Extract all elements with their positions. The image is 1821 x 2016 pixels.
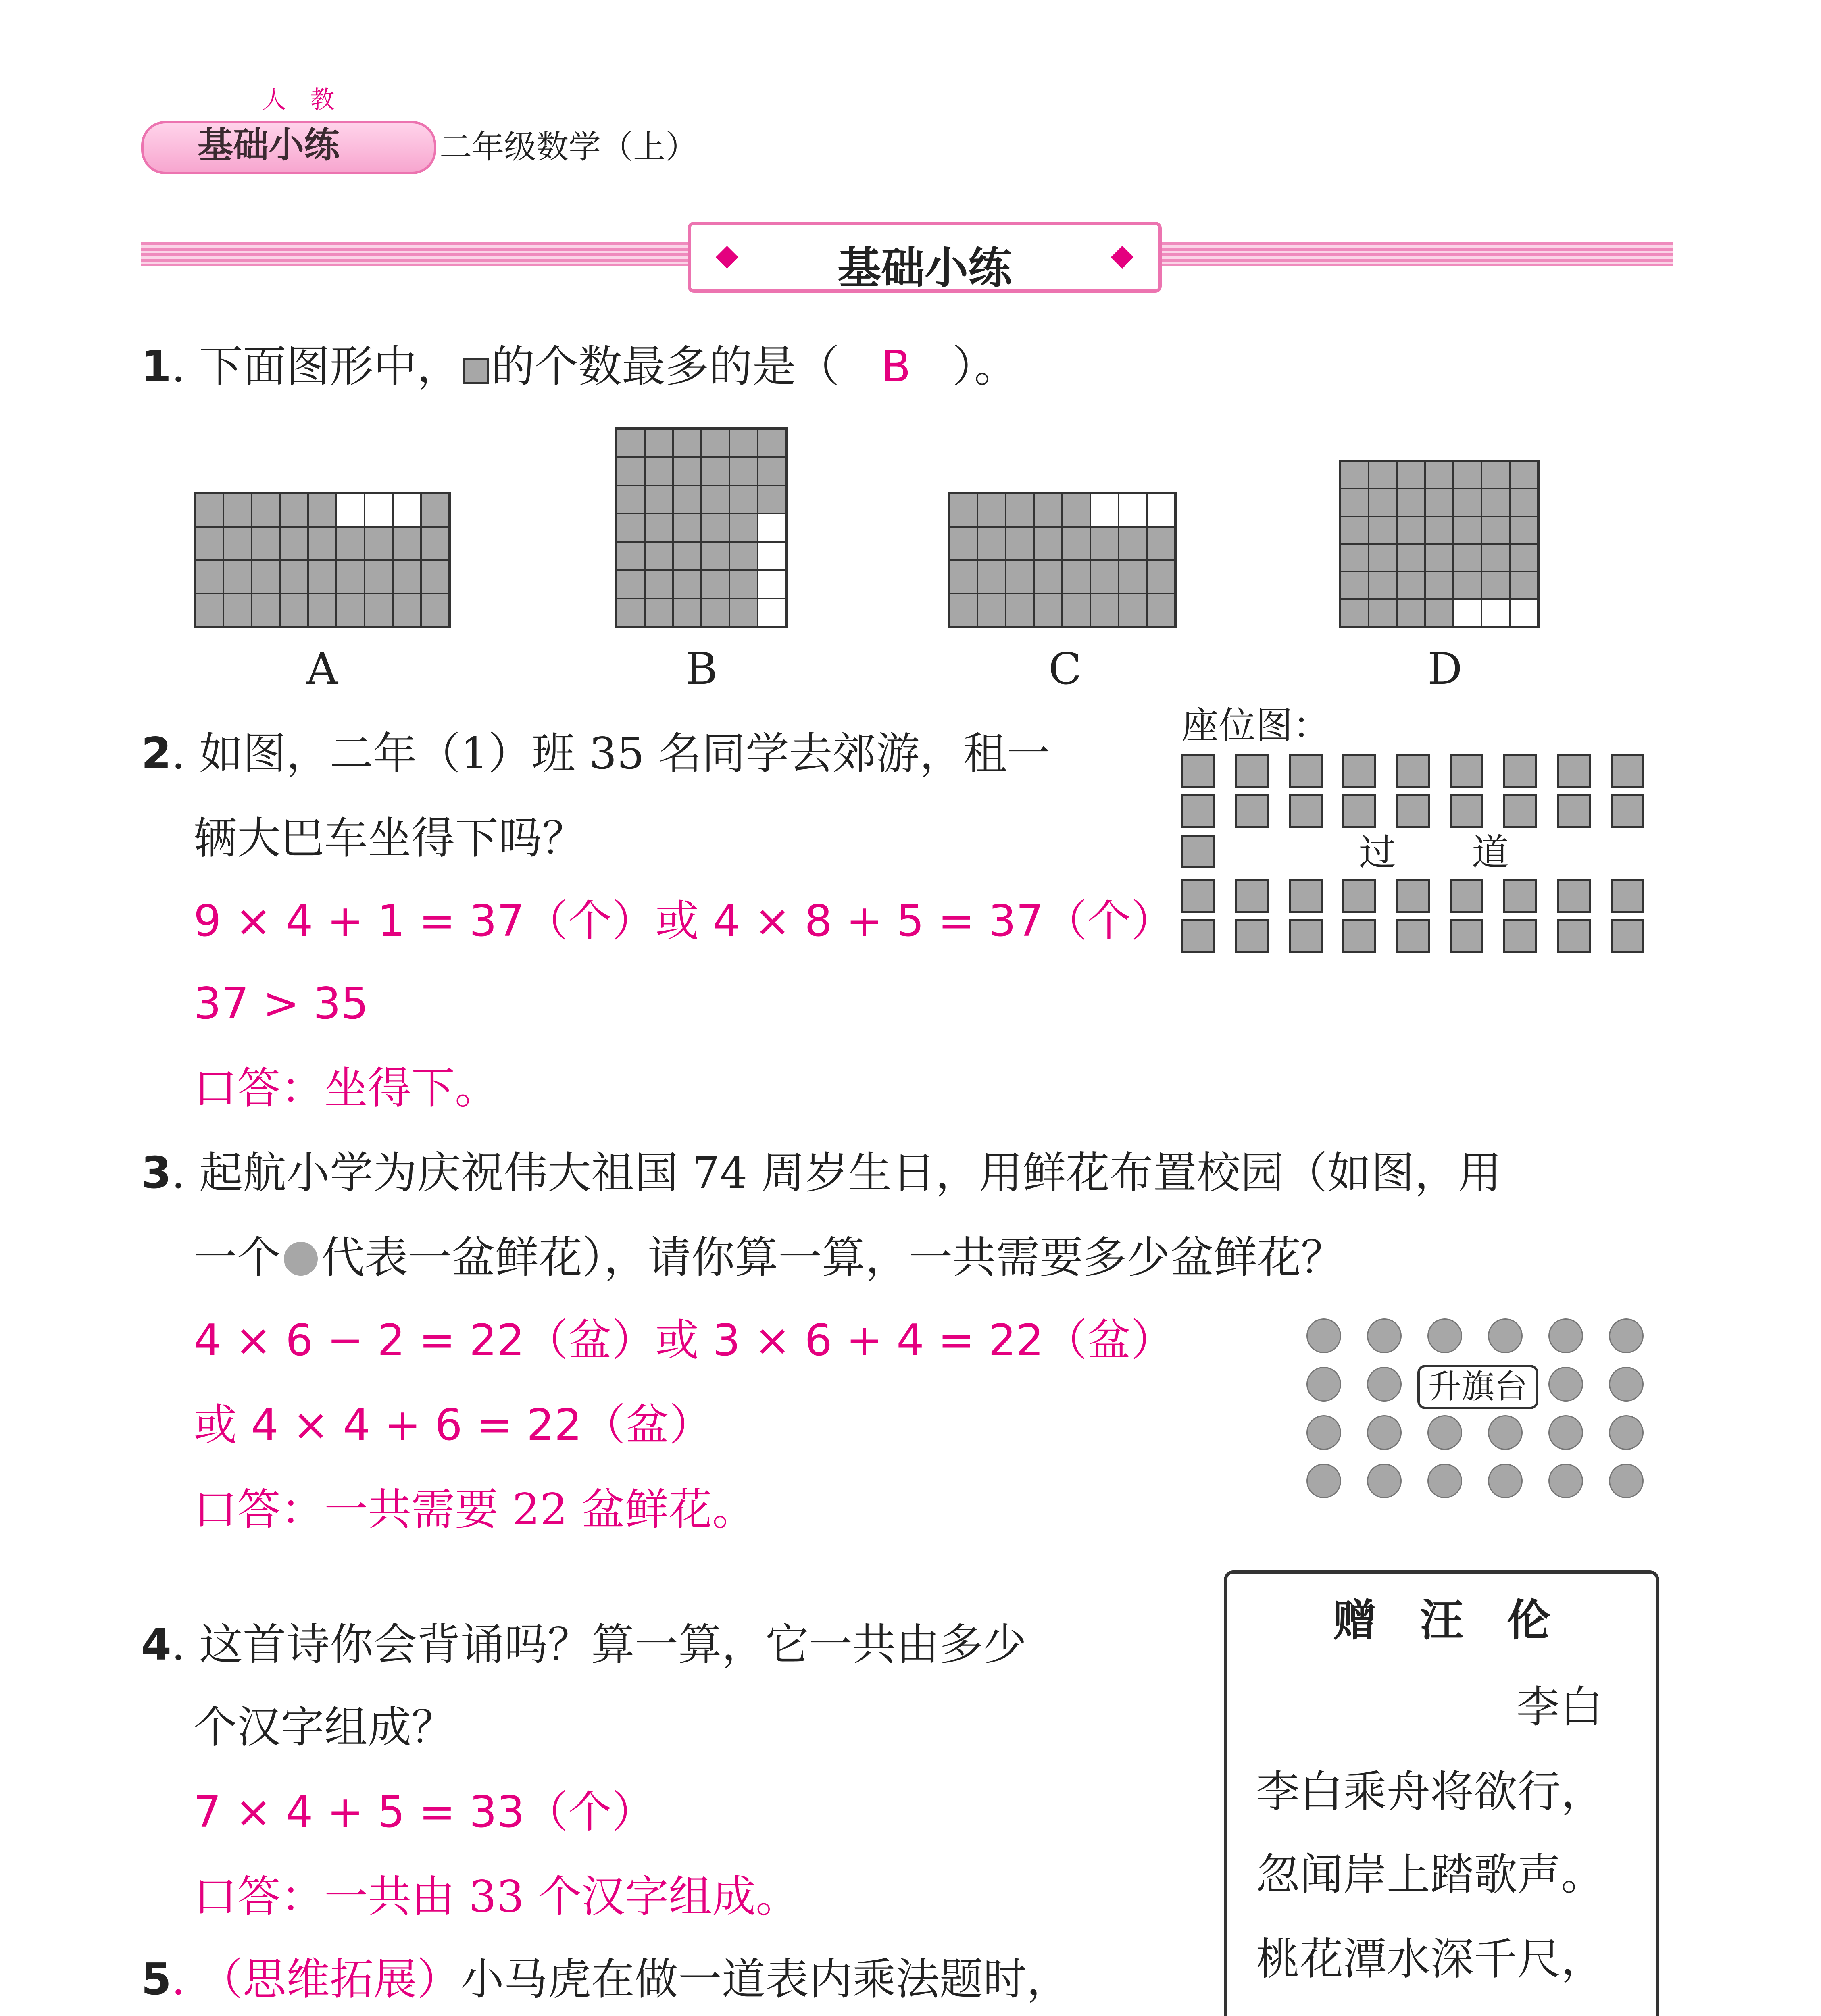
gray-cell bbox=[195, 527, 223, 560]
gray-cell bbox=[1119, 527, 1147, 560]
white-cell bbox=[1119, 494, 1147, 527]
gray-cell bbox=[758, 429, 786, 457]
white-cell bbox=[758, 570, 786, 598]
question-4-line-2: 个汉字组成？ bbox=[194, 1702, 455, 1753]
seat-square bbox=[1181, 835, 1215, 868]
gray-cell bbox=[645, 542, 673, 570]
gray-cell bbox=[421, 494, 449, 527]
seat-square bbox=[1342, 754, 1376, 788]
white-cell bbox=[758, 598, 786, 627]
seat-square bbox=[1611, 879, 1644, 913]
gray-cell bbox=[1062, 527, 1090, 560]
grid-figure-b bbox=[615, 427, 788, 628]
seat-square bbox=[1503, 794, 1537, 828]
question-number: 4 bbox=[141, 1620, 172, 1670]
gray-cell bbox=[977, 527, 1006, 560]
gray-cell bbox=[729, 457, 758, 485]
question-3-line-1 bbox=[141, 1145, 1502, 1202]
gray-cell bbox=[701, 598, 729, 627]
gray-cell bbox=[1425, 461, 1453, 489]
gray-cell bbox=[1006, 560, 1034, 594]
white-cell bbox=[758, 542, 786, 570]
gray-cell bbox=[701, 429, 729, 457]
series-top-label: 人 教 bbox=[262, 86, 343, 114]
gray-cell bbox=[223, 494, 252, 527]
gray-cell bbox=[1453, 544, 1481, 571]
gray-cell bbox=[645, 457, 673, 485]
gray-cell bbox=[336, 560, 365, 594]
seat-square bbox=[1450, 794, 1483, 828]
flower-dot bbox=[1548, 1318, 1583, 1353]
question-text: . 下面图形中， bbox=[171, 342, 460, 392]
gray-cell bbox=[673, 598, 701, 627]
gray-cell bbox=[1034, 594, 1062, 627]
gray-cell bbox=[701, 485, 729, 514]
flower-dot bbox=[1488, 1415, 1523, 1450]
seat-square bbox=[1181, 879, 1215, 913]
gray-cell bbox=[1147, 560, 1175, 594]
question-text: 小马虎在做一道表内乘法题时， bbox=[460, 1954, 1070, 2005]
aisle-label: 过 bbox=[1359, 831, 1396, 874]
gray-cell bbox=[1369, 544, 1397, 571]
gray-cell bbox=[729, 485, 758, 514]
gray-cell bbox=[617, 457, 645, 485]
gray-cell bbox=[1510, 571, 1538, 599]
gray-cell bbox=[1397, 489, 1425, 516]
white-cell bbox=[1453, 599, 1481, 627]
gray-cell bbox=[758, 485, 786, 514]
gray-cell bbox=[1510, 516, 1538, 544]
seat-square bbox=[1342, 919, 1376, 953]
flower-dot bbox=[1548, 1464, 1583, 1498]
question-text: . 如图，二年（1）班 35 名同学去郊游，租一 bbox=[171, 729, 1050, 779]
gray-cell bbox=[393, 594, 421, 627]
gray-cell bbox=[1369, 599, 1397, 627]
flower-dot bbox=[1367, 1464, 1402, 1498]
question-1 bbox=[141, 339, 1018, 395]
gray-cell bbox=[1425, 489, 1453, 516]
question-text: . 这首诗你会背诵吗？算一算，它一共由多少 bbox=[171, 1620, 1027, 1670]
gray-cell bbox=[280, 494, 308, 527]
gray-cell bbox=[1369, 516, 1397, 544]
gray-cell bbox=[701, 514, 729, 542]
header-subtitle: 二年级数学（上） bbox=[440, 128, 698, 166]
series-name: 基础小练 bbox=[198, 124, 340, 166]
gray-cell bbox=[701, 457, 729, 485]
seat-square bbox=[1396, 794, 1430, 828]
gray-cell bbox=[617, 570, 645, 598]
flower-dot bbox=[1427, 1464, 1462, 1498]
gray-cell bbox=[223, 594, 252, 627]
flower-dot bbox=[1609, 1415, 1644, 1450]
seat-square bbox=[1503, 879, 1537, 913]
seat-square bbox=[1289, 919, 1323, 953]
gray-cell bbox=[673, 514, 701, 542]
gray-cell bbox=[1119, 594, 1147, 627]
seat-square bbox=[1181, 919, 1215, 953]
gray-cell bbox=[1090, 560, 1119, 594]
seat-square bbox=[1557, 879, 1591, 913]
gray-cell bbox=[1062, 560, 1090, 594]
seat-square bbox=[1289, 794, 1323, 828]
flower-dot bbox=[1548, 1367, 1583, 1402]
gray-cell bbox=[1397, 599, 1425, 627]
seat-square bbox=[1342, 879, 1376, 913]
question-number: 5 bbox=[141, 1954, 172, 2005]
gray-cell bbox=[308, 594, 336, 627]
grid-figure-c bbox=[948, 492, 1177, 628]
gray-cell bbox=[280, 527, 308, 560]
gray-cell bbox=[393, 527, 421, 560]
gray-cell bbox=[421, 594, 449, 627]
gray-cell bbox=[1006, 494, 1034, 527]
gray-cell bbox=[1369, 571, 1397, 599]
gray-cell bbox=[1425, 571, 1453, 599]
gray-cell bbox=[1340, 571, 1369, 599]
poem-line: 李白乘舟将欲行， bbox=[1256, 1767, 1605, 1817]
white-cell bbox=[1147, 494, 1175, 527]
gray-cell bbox=[1034, 560, 1062, 594]
gray-cell bbox=[1006, 527, 1034, 560]
seat-square bbox=[1235, 754, 1269, 788]
seat-square bbox=[1181, 754, 1215, 788]
seat-square bbox=[1235, 919, 1269, 953]
gray-cell bbox=[1369, 461, 1397, 489]
gray-dot-icon bbox=[284, 1242, 318, 1276]
gray-cell bbox=[1397, 544, 1425, 571]
gray-cell bbox=[336, 594, 365, 627]
answer-line: 7 × 4 + 5 = 33（个） bbox=[194, 1787, 656, 1837]
gray-cell bbox=[308, 494, 336, 527]
flower-dot bbox=[1306, 1464, 1341, 1498]
gray-cell bbox=[1119, 560, 1147, 594]
poem-line bbox=[1256, 2014, 1604, 2016]
gray-cell bbox=[977, 494, 1006, 527]
flower-dot bbox=[1427, 1318, 1462, 1353]
gray-cell bbox=[223, 527, 252, 560]
white-cell bbox=[1510, 599, 1538, 627]
question-4-line-1 bbox=[141, 1617, 1027, 1673]
answer-choice: B bbox=[881, 342, 911, 392]
gray-cell bbox=[1340, 489, 1369, 516]
answer-line: 口答：一共需要 22 盆鲜花。 bbox=[194, 1485, 756, 1535]
gray-cell bbox=[729, 570, 758, 598]
flower-dot bbox=[1367, 1367, 1402, 1402]
answer-line: 或 4 × 4 + 6 = 22（盆） bbox=[194, 1400, 713, 1450]
seat-chart-title: 座位图： bbox=[1181, 704, 1330, 747]
gray-cell bbox=[729, 542, 758, 570]
gray-cell bbox=[1006, 594, 1034, 627]
white-cell bbox=[365, 494, 393, 527]
gray-cell bbox=[617, 485, 645, 514]
gray-cell bbox=[949, 560, 977, 594]
white-cell bbox=[1090, 494, 1119, 527]
gray-cell bbox=[1090, 594, 1119, 627]
gray-cell bbox=[617, 429, 645, 457]
white-cell bbox=[758, 514, 786, 542]
gray-cell bbox=[1034, 494, 1062, 527]
flower-dot bbox=[1367, 1318, 1402, 1353]
question-number: 3 bbox=[141, 1148, 172, 1198]
gray-cell bbox=[1425, 599, 1453, 627]
seat-square bbox=[1503, 754, 1537, 788]
poem-author: 李白 bbox=[1516, 1682, 1604, 1733]
gray-cell bbox=[1034, 527, 1062, 560]
question-5-line-1 bbox=[141, 1951, 1070, 2008]
gray-cell bbox=[701, 542, 729, 570]
gray-cell bbox=[673, 570, 701, 598]
gray-cell bbox=[645, 570, 673, 598]
flower-dot bbox=[1609, 1318, 1644, 1353]
gray-cell bbox=[949, 594, 977, 627]
gray-cell bbox=[1425, 544, 1453, 571]
gray-cell bbox=[195, 594, 223, 627]
figure-label-d: D bbox=[1427, 644, 1463, 694]
seat-square bbox=[1342, 794, 1376, 828]
seat-square bbox=[1557, 794, 1591, 828]
gray-cell bbox=[1340, 516, 1369, 544]
gray-cell bbox=[949, 527, 977, 560]
flower-dot bbox=[1306, 1415, 1341, 1450]
gray-cell bbox=[729, 598, 758, 627]
gray-cell bbox=[949, 494, 977, 527]
seat-square bbox=[1611, 919, 1644, 953]
seat-square bbox=[1557, 754, 1591, 788]
gray-cell bbox=[365, 594, 393, 627]
seat-square bbox=[1450, 879, 1483, 913]
gray-cell bbox=[1510, 544, 1538, 571]
gray-cell bbox=[280, 594, 308, 627]
seat-square bbox=[1289, 754, 1323, 788]
gray-cell bbox=[729, 429, 758, 457]
seat-square bbox=[1611, 754, 1644, 788]
white-cell bbox=[1481, 599, 1510, 627]
gray-cell bbox=[1453, 461, 1481, 489]
gray-cell bbox=[673, 485, 701, 514]
gray-cell bbox=[195, 560, 223, 594]
grid-figure-a bbox=[194, 492, 451, 628]
seat-square bbox=[1450, 919, 1483, 953]
gray-cell bbox=[365, 560, 393, 594]
gray-cell bbox=[617, 542, 645, 570]
gray-cell bbox=[1453, 489, 1481, 516]
gray-cell bbox=[729, 514, 758, 542]
figure-label-b: B bbox=[685, 644, 718, 694]
seat-square bbox=[1503, 919, 1537, 953]
seat-chart bbox=[1181, 754, 1665, 964]
gray-cell bbox=[365, 527, 393, 560]
question-text: 代表一盆鲜花），请你算一算，一共需要多少盆鲜花？ bbox=[321, 1233, 1345, 1283]
gray-cell bbox=[393, 560, 421, 594]
gray-cell bbox=[421, 527, 449, 560]
gray-cell bbox=[336, 527, 365, 560]
grid-figure-d bbox=[1339, 460, 1540, 628]
gray-cell bbox=[421, 560, 449, 594]
gray-cell bbox=[1397, 571, 1425, 599]
gray-cell bbox=[1481, 489, 1510, 516]
gray-cell bbox=[1062, 594, 1090, 627]
banner-box bbox=[688, 222, 1162, 293]
gray-cell bbox=[1147, 527, 1175, 560]
poem-line: 忽闻岸上踏歌声。 bbox=[1256, 1849, 1605, 1900]
gray-square-icon bbox=[463, 358, 489, 384]
figure-label-c: C bbox=[1048, 644, 1082, 694]
flower-dot bbox=[1609, 1367, 1644, 1402]
gray-cell bbox=[1147, 594, 1175, 627]
question-2-line-1 bbox=[141, 726, 1050, 782]
flower-dot bbox=[1427, 1415, 1462, 1450]
answer-line: 口答：坐得下。 bbox=[194, 1063, 499, 1114]
gray-cell bbox=[1062, 494, 1090, 527]
seat-square bbox=[1450, 754, 1483, 788]
flower-dot bbox=[1488, 1318, 1523, 1353]
gray-cell bbox=[645, 485, 673, 514]
flower-dot bbox=[1609, 1464, 1644, 1498]
answer-line: 9 × 4 + 1 = 37（个）或 4 × 8 + 5 = 37（个） bbox=[194, 896, 1175, 946]
question-number: 2 bbox=[141, 729, 172, 779]
gray-cell bbox=[1481, 516, 1510, 544]
gray-cell bbox=[977, 560, 1006, 594]
seat-square bbox=[1396, 754, 1430, 788]
question-text: 的个数最多的是（ bbox=[491, 342, 840, 392]
gray-cell bbox=[758, 457, 786, 485]
answer-line: 37 > 35 bbox=[194, 979, 369, 1029]
flower-dot bbox=[1548, 1415, 1583, 1450]
question-number: 1 bbox=[141, 342, 172, 392]
gray-cell bbox=[252, 560, 280, 594]
flower-dot bbox=[1306, 1318, 1341, 1353]
gray-cell bbox=[1425, 516, 1453, 544]
question-2-line-2: 辆大巴车坐得下吗？ bbox=[194, 813, 586, 864]
gray-cell bbox=[252, 594, 280, 627]
answer-line: 口答：一共由 33 个汉字组成。 bbox=[194, 1872, 800, 1922]
gray-cell bbox=[308, 527, 336, 560]
gray-cell bbox=[280, 560, 308, 594]
flower-layout bbox=[1306, 1318, 1653, 1512]
poem-line: 桃花潭水深千尺， bbox=[1256, 1934, 1605, 1985]
gray-cell bbox=[1481, 544, 1510, 571]
gray-cell bbox=[673, 542, 701, 570]
gray-cell bbox=[252, 527, 280, 560]
gray-cell bbox=[1453, 571, 1481, 599]
flower-dot bbox=[1488, 1464, 1523, 1498]
poem-title: 赠 汪 伦 bbox=[1332, 1595, 1550, 1646]
question-tag: . （思维拓展） bbox=[171, 1954, 460, 2005]
gray-cell bbox=[617, 514, 645, 542]
gray-cell bbox=[223, 560, 252, 594]
seat-square bbox=[1396, 919, 1430, 953]
seat-square bbox=[1235, 879, 1269, 913]
gray-cell bbox=[1397, 461, 1425, 489]
gray-cell bbox=[195, 494, 223, 527]
seat-square bbox=[1557, 919, 1591, 953]
gray-cell bbox=[617, 598, 645, 627]
seat-square bbox=[1181, 794, 1215, 828]
gray-cell bbox=[1340, 544, 1369, 571]
gray-cell bbox=[1481, 461, 1510, 489]
question-3-line-2 bbox=[194, 1230, 1344, 1286]
gray-cell bbox=[673, 457, 701, 485]
gray-cell bbox=[1340, 461, 1369, 489]
flag-platform-label: 升旗台 bbox=[1417, 1365, 1538, 1409]
seat-square bbox=[1235, 794, 1269, 828]
answer-line: 4 × 6 − 2 = 22（盆）或 3 × 6 + 4 = 22（盆） bbox=[194, 1315, 1175, 1366]
gray-cell bbox=[308, 560, 336, 594]
flower-dot bbox=[1306, 1367, 1341, 1402]
gray-cell bbox=[977, 594, 1006, 627]
gray-cell bbox=[673, 429, 701, 457]
seat-square bbox=[1396, 879, 1430, 913]
gray-cell bbox=[1510, 489, 1538, 516]
gray-cell bbox=[1397, 516, 1425, 544]
question-text: . 起航小学为庆祝伟大祖国 74 周岁生日，用鲜花布置校园（如图，用 bbox=[171, 1148, 1502, 1198]
question-text: 一个 bbox=[194, 1233, 281, 1283]
white-cell bbox=[393, 494, 421, 527]
aisle-label: 道 bbox=[1472, 831, 1509, 874]
gray-cell bbox=[701, 570, 729, 598]
gray-cell bbox=[1510, 461, 1538, 489]
gray-cell bbox=[252, 494, 280, 527]
question-text: ）。 bbox=[952, 342, 1018, 392]
seat-square bbox=[1611, 794, 1644, 828]
gray-cell bbox=[645, 514, 673, 542]
banner-title: 基础小练 bbox=[837, 243, 1012, 294]
gray-cell bbox=[645, 429, 673, 457]
flower-dot bbox=[1367, 1415, 1402, 1450]
white-cell bbox=[336, 494, 365, 527]
figure-label-a: A bbox=[306, 644, 338, 694]
gray-cell bbox=[1340, 599, 1369, 627]
seat-square bbox=[1289, 879, 1323, 913]
gray-cell bbox=[1481, 571, 1510, 599]
gray-cell bbox=[1090, 527, 1119, 560]
gray-cell bbox=[1453, 516, 1481, 544]
gray-cell bbox=[645, 598, 673, 627]
gray-cell bbox=[1369, 489, 1397, 516]
